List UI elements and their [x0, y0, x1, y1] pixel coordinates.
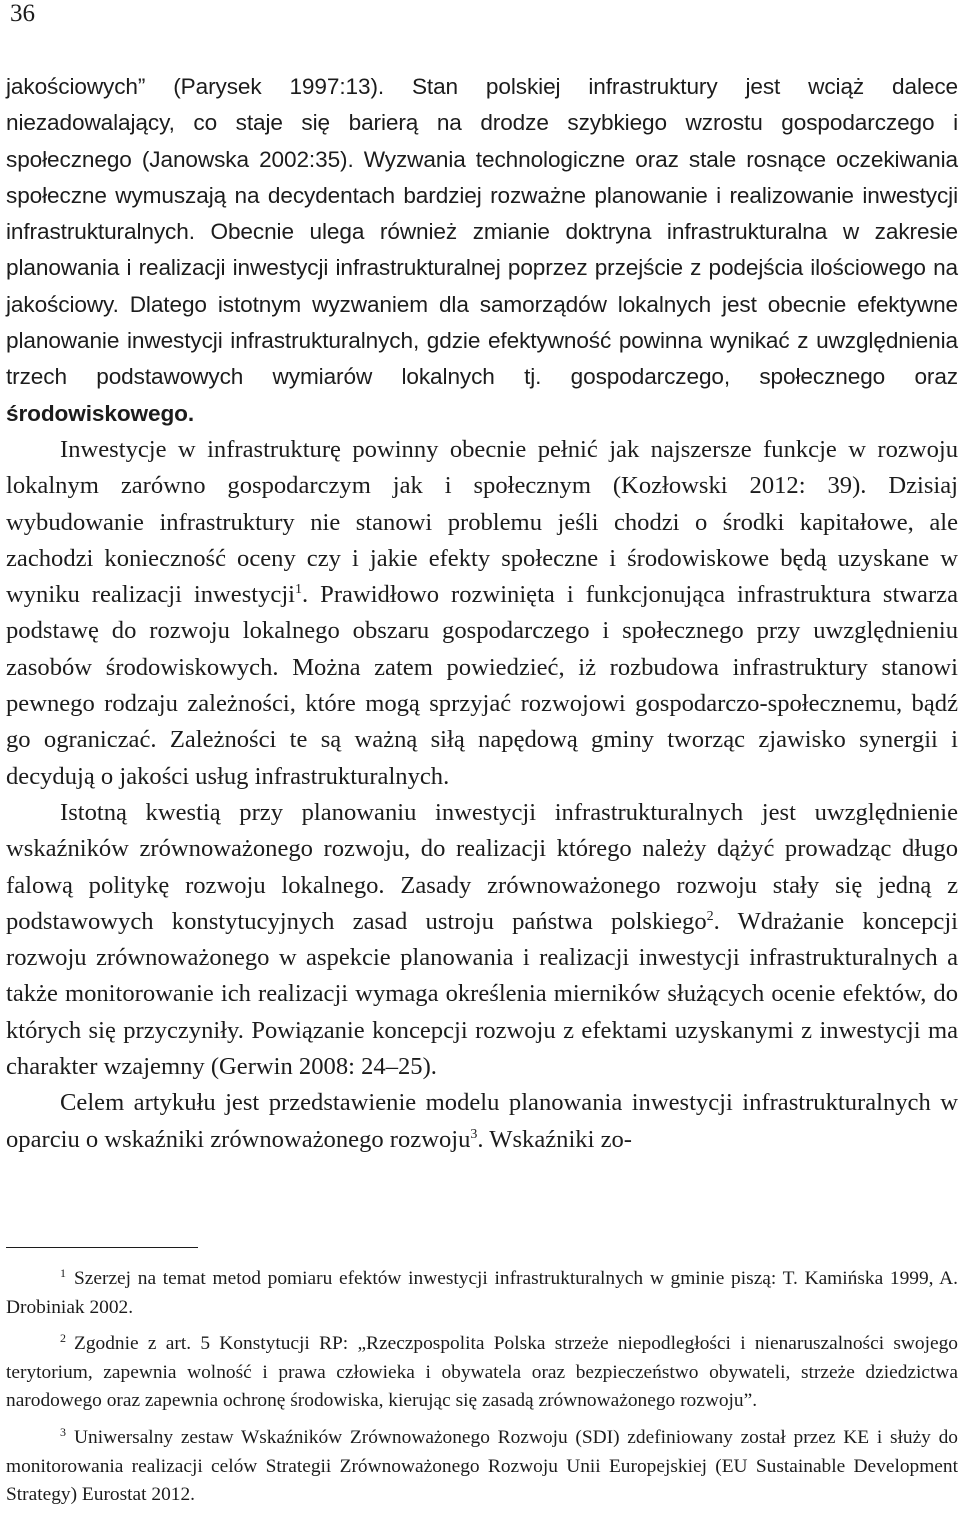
footnote-separator: [6, 1247, 198, 1248]
paragraph: [6, 795, 958, 1085]
paragraph: [6, 432, 958, 795]
footnote-ref[interactable]: 3: [470, 1126, 478, 1142]
footnote-ref[interactable]: 1: [295, 582, 303, 598]
text-run: Istotną kwestią przy planowaniu inwestycji infrastrukturalnych jest uwzględnienie wskaźników zrównoważonego rozwoju, do realizacji którego należy dążyć prowadząc długo falową politykę rozwoju lokalnego. Zasady zrównoważonego rozwoju stały się jedną z podstawowych konstytucyjnych zasad ustroju państwa polskiego: [6, 798, 958, 935]
footnote-text: Szerzej na temat metod pomiaru efektów inwestycji infrastrukturalnych w gminie piszą: T. Kamińska 1999, A. Drobiniak 2002.: [6, 1268, 958, 1318]
paragraph: [6, 69, 958, 432]
text-run-emphasis: środowiskowego.: [6, 400, 195, 426]
page-number: 36: [10, 0, 35, 27]
footnote-ref[interactable]: 2: [706, 908, 714, 924]
text-run: . Wskaźniki zo-: [477, 1125, 632, 1153]
text-run: . Wdrażanie koncepcji rozwoju zrównoważonego w aspekcie planowania i realizacji inwestycji infrastrukturalnych a także monitorowanie ich realizacji wymaga określenia mierników służących ocenie efektów, do których się przyczyniły. Powiązanie koncepcji rozwoju z efektami uzyskanymi z inwestycji ma charakter wzajemny (Gerwin 2008: 24–25).: [6, 907, 958, 1081]
footnote: [6, 1424, 958, 1510]
footnotes: [6, 1265, 958, 1518]
text-run: Inwestycje w infrastrukturę powinny obecnie pełnić jak najszersze funkcje w rozwoju lokalnym zarówno gospodarczym jak i społecznym (Kozłowski 2012: 39). Dzisiaj wybudowanie infrastruktury nie stanowi problemu jeśli chodzi o środki kapitałowe, ale zachodzi konieczność oceny czy i jakie efekty społeczne i środowiskowe będą uzyskane w wyniku realizacji inwestycji: [6, 435, 958, 609]
text-run: . Prawidłowo rozwinięta i funkcjonująca infrastruktura stwarza podstawę do rozwoju lokalnego obszaru gospodarczego i społecznego przy uwzględnieniu zasobów środowiskowych. Można zatem powiedzieć, iż rozbudowa infrastruktury stanowi pewnego rodzaju zależności, które mogą sprzyjać rozwojowi gospodarczo-społecznemu, bądź go ograniczać. Zależności te są ważną siłą napędową gminy tworząc zjawisko synergii i decydują o jakości usług infrastrukturalnych.: [6, 581, 958, 790]
footnote-text: Zgodnie z art. 5 Konstytucji RP: „Rzeczpospolita Polska strzeże niepodległości i nienaruszalności swojego terytorium, zapewnia wolność i prawa człowieka i obywatela oraz bezpieczeństwo obywateli, strzeże dziedzictwa narodowego oraz zapewnia ochronę środowiska, kierując się zasadą zrównoważonego rozwoju”.: [6, 1333, 958, 1412]
footnote: [6, 1330, 958, 1416]
footnote-text: Uniwersalny zestaw Wskaźników Zrównoważonego Rozwoju (SDI) zdefiniowany został przez KE i służy do monitorowania realizacji celów Strategii Zrównoważonego Rozwoju Unii Europejskiej (EU Sustainable Development Strategy) Eurostat 2012.: [6, 1426, 958, 1506]
body-text: [6, 69, 958, 1158]
footnote-mark: 3: [60, 1424, 66, 1439]
paragraph: [6, 1085, 958, 1158]
text-run: Celem artykułu jest przedstawienie modelu planowania inwestycji infrastrukturalnych w oparciu o wskaźniki zrównoważonego rozwoju: [6, 1089, 958, 1153]
footnote: [6, 1265, 958, 1322]
footnote-mark: 2: [60, 1331, 66, 1346]
footnote-mark: 1: [60, 1266, 66, 1280]
text-run: jakościowych” (Parysek 1997:13). Stan polskiej infrastruktury jest wciąż dalece niezadowalający, co staje się barierą na drodze szybkiego wzrostu gospodarczego i społecznego (Janowska 2002:35). Wyzwania technologiczne oraz stale rosnące oczekiwania społeczne wymuszają na decydentach bardziej rozważne planowanie i realizowanie inwestycji infrastrukturalnych. Obecnie ulega również zmianie doktryna infrastrukturalna w zakresie planowania i realizacji inwestycji infrastrukturalnej poprzez przejście z podejścia ilościowego na jakościowy. Dlatego istotnym wyzwaniem dla samorządów lokalnych jest obecnie efektywne planowanie inwestycji infrastrukturalnych, gdzie efektywność powinna wynikać z uwzględnienia trzech podstawowych wymiarów lokalnych tj. gospodarczego, społecznego oraz: [6, 74, 958, 390]
